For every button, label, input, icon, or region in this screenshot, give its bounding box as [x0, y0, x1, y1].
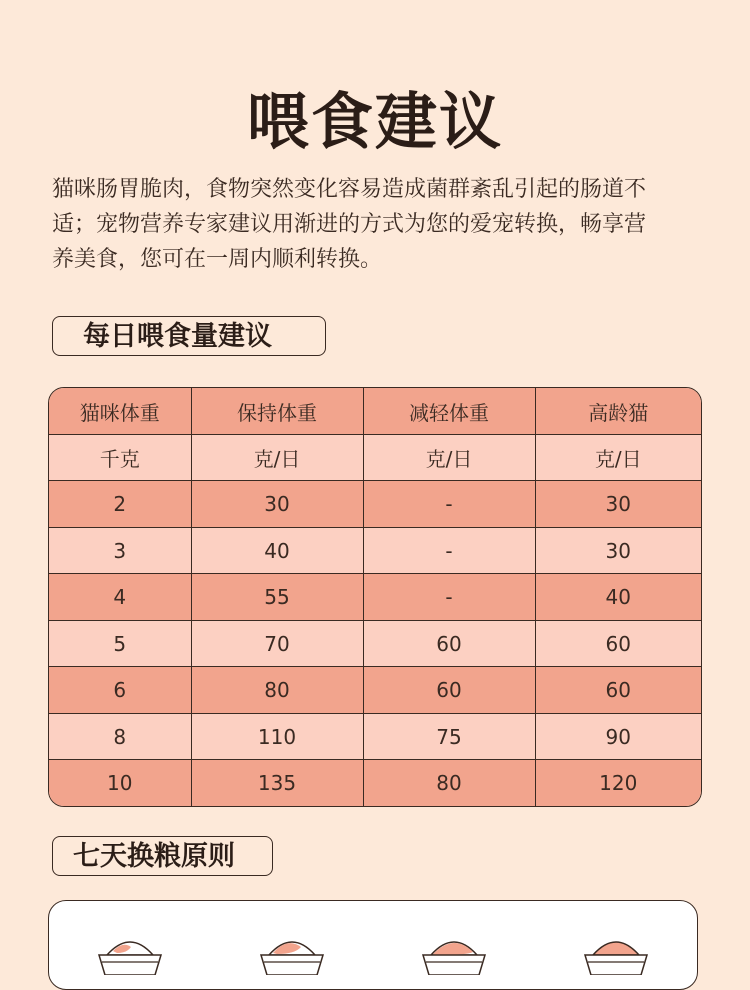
table-row — [49, 481, 701, 528]
table-cell: 40 — [535, 574, 701, 621]
table-cell: 4 — [49, 574, 191, 621]
table-header-row — [49, 388, 701, 435]
page-title: 喂食建议 — [246, 85, 503, 158]
table-cell: 8 — [49, 714, 191, 760]
table-row — [49, 667, 701, 714]
table-cell: 120 — [535, 760, 701, 807]
table-cell: 2 — [49, 481, 191, 528]
header-senior-cat: 高龄猫 — [535, 388, 701, 435]
table-cell: 70 — [191, 621, 363, 667]
unit-cell: 克/日 — [535, 435, 701, 481]
table-cell: - — [363, 528, 535, 574]
table-cell: 110 — [191, 714, 363, 760]
bowl-icon — [417, 935, 491, 975]
table-cell: 6 — [49, 667, 191, 714]
unit-cell: 克/日 — [191, 435, 363, 481]
table-cell: 60 — [535, 621, 701, 667]
header-cat-weight: 猫咪体重 — [49, 388, 191, 435]
table-cell: 30 — [191, 481, 363, 528]
table-cell: 3 — [49, 528, 191, 574]
header-maintain-weight: 保持体重 — [191, 388, 363, 435]
table-row — [49, 760, 701, 807]
table-cell: 5 — [49, 621, 191, 667]
table-row — [49, 528, 701, 574]
feeding-table — [48, 387, 702, 807]
transition-card — [48, 900, 698, 990]
unit-cell: 克/日 — [363, 435, 535, 481]
table-cell: 135 — [191, 760, 363, 807]
table-cell: 60 — [535, 667, 701, 714]
table-cell: 90 — [535, 714, 701, 760]
bowl-icon — [579, 935, 653, 975]
table-row — [49, 574, 701, 621]
table-cell: 60 — [363, 667, 535, 714]
table-cell: 80 — [191, 667, 363, 714]
daily-feeding-section-label: 每日喂食量建议 — [52, 316, 326, 356]
table-unit-row — [49, 435, 701, 481]
bowl-icon — [255, 935, 329, 975]
table-cell: - — [363, 481, 535, 528]
table-row — [49, 714, 701, 760]
unit-cell: 千克 — [49, 435, 191, 481]
intro-line: 养美食，您可在一周内顺利转换。 — [52, 247, 383, 272]
table-cell: 60 — [363, 621, 535, 667]
intro-line: 猫咪肠胃脆肉，食物突然变化容易造成菌群紊乱引起的肠道不 — [52, 177, 647, 202]
table-cell: 55 — [191, 574, 363, 621]
table-cell: 80 — [363, 760, 535, 807]
table-cell: 75 — [363, 714, 535, 760]
table-row — [49, 621, 701, 667]
table-cell: - — [363, 574, 535, 621]
seven-day-section-label: 七天换粮原则 — [52, 836, 273, 876]
table-cell: 30 — [535, 481, 701, 528]
intro-paragraph — [52, 172, 702, 277]
bowl-icon — [93, 935, 167, 975]
intro-line: 适；宠物营养专家建议用渐进的方式为您的爱宠转换，畅享营 — [52, 212, 647, 237]
table-cell: 30 — [535, 528, 701, 574]
header-lose-weight: 减轻体重 — [363, 388, 535, 435]
table-cell: 40 — [191, 528, 363, 574]
table-cell: 10 — [49, 760, 191, 807]
